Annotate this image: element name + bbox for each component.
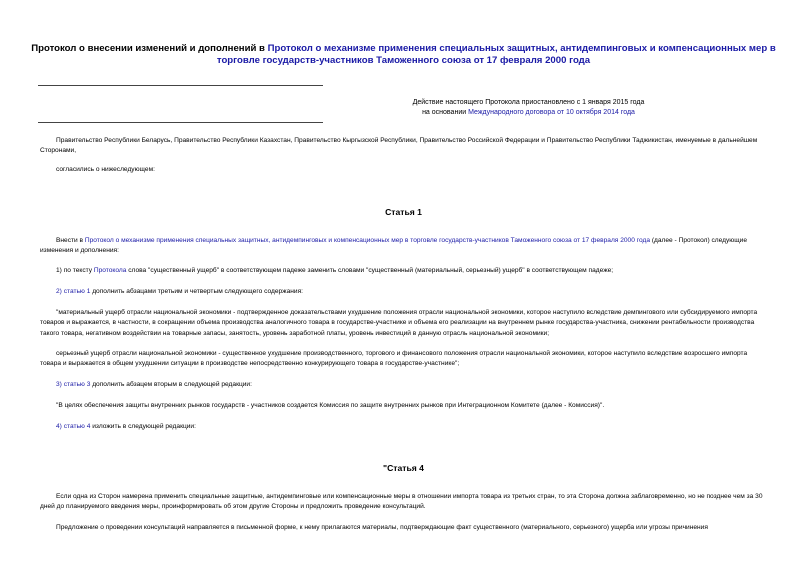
item-2-suffix: дополнить абзацами третьим и четвертым следующего содержания: bbox=[90, 288, 303, 295]
divider-top bbox=[38, 85, 323, 86]
title-prefix: Протокол о внесении изменений и дополнений в bbox=[31, 43, 268, 54]
item-3-suffix: дополнить абзацем вторым в следующей редакции: bbox=[90, 381, 252, 388]
intro-link[interactable]: Протокол о механизме применения специальных защитных, антидемпинговых и компенсационных мер в торговле государств-участников Таможенного союза от 17 февраля 2000 года bbox=[84, 237, 650, 244]
article-1-intro bbox=[40, 236, 770, 257]
article-4-para-1: Если одна из Сторон намерена применить специальные защитные, антидемпинговые или компенсационные меры в отношении импорта товара из третьих стран, то эта Сторона должна заблаговременно, но не позднее чем за 30 дней до планируемого введения меры, проинформировать об этом другие Стороны и предложить проведение консультаций. bbox=[40, 493, 763, 511]
item-2-link[interactable]: статью 1 bbox=[63, 288, 91, 295]
item-1 bbox=[40, 266, 770, 276]
item-3-num[interactable]: 3) bbox=[56, 381, 64, 388]
item-2-num[interactable]: 2) bbox=[56, 288, 64, 295]
preamble-parties: Правительство Республики Беларусь, Правительство Республики Казахстан, Правительство Кыргызской Республики, Правительство Российской Федерации и Правительство Республики Таджикистан, именуемые в дальнейшем Сторонами, bbox=[40, 137, 758, 155]
item-2 bbox=[40, 287, 770, 297]
intro-prefix: Внести в bbox=[56, 237, 85, 244]
item-4-link[interactable]: статью 4 bbox=[63, 423, 91, 430]
intro-suffix: (далее - Протокол) следующие изменения и дополнения: bbox=[40, 237, 748, 255]
article-4-heading: "Статья 4 bbox=[383, 463, 424, 473]
title-link[interactable]: Протокол о механизме применения специальных защитных, антидемпинговых и компенсационных мер в торговле государств-участников Таможенного союза от 17 февраля 2000 года bbox=[216, 43, 776, 66]
preamble-agreed: согласились о нижеследующем: bbox=[56, 166, 155, 173]
article-1-heading: Статья 1 bbox=[385, 207, 422, 217]
article-4-para-2: Предложение о проведении консультаций направляется в письменной форме, к нему прилагаются материалы, подтверждающие факт существенного (материального, серьезного) ущерба или угрозы причинения bbox=[56, 524, 708, 531]
status-prefix: на основании bbox=[422, 109, 469, 116]
divider-bottom bbox=[38, 122, 323, 123]
status-link[interactable]: Международного договора от 10 октября 2014 года bbox=[468, 109, 635, 116]
document-title bbox=[30, 43, 777, 67]
item-1-suffix: слова "существенный ущерб" в соответствующем падеже заменить словами "существенный (материальный, серьезный) ущерб" в соответствующем падеже; bbox=[126, 267, 614, 274]
item-4 bbox=[40, 422, 770, 432]
item-1-prefix: 1) по тексту bbox=[56, 267, 94, 274]
item-4-suffix: изложить в следующей редакции: bbox=[90, 423, 196, 430]
quote-commission: "В целях обеспечения защиты внутренних рынков государств - участников создается Комиссия по защите внутренних рынков при Интеграционном Комитете (далее - Комиссия)". bbox=[56, 402, 605, 409]
status-line-2 bbox=[250, 108, 807, 118]
item-3 bbox=[40, 380, 770, 390]
quote-serious-damage: серьезный ущерб отрасли национальной экономики - существенное ухудшение производственного, торгового и финансового положения отрасли национальной экономики, которое наступило вследствие возросшего импорта товара и выражается в общем ухудшении ситуации в производстве непосредственно конкурирующего товара в государстве-участнике"; bbox=[40, 350, 748, 368]
quote-material-damage: "материальный ущерб отрасли национальной экономики - подтвержденное доказательствами ухудшение положения отрасли национальной экономики, которое наступило вследствие демпингового или субсидируемого импорта товаров и выражается, в частности, в сокращении объема производства аналогичного товара в государстве-участнике и объема его реализации на внутреннем рынке государства-участника, снижении рентабельности производства такого товара, негативном воздействии на товарные запасы, занятость, уровень заработной платы, уровень инвестиций в данную отрасль национальной экономики; bbox=[40, 309, 758, 337]
status-line-1: Действие настоящего Протокола приостановлено с 1 января 2015 года bbox=[412, 99, 645, 106]
item-3-link[interactable]: статью 3 bbox=[63, 381, 91, 388]
item-1-link[interactable]: Протокола bbox=[93, 267, 127, 274]
item-4-num[interactable]: 4) bbox=[56, 423, 64, 430]
